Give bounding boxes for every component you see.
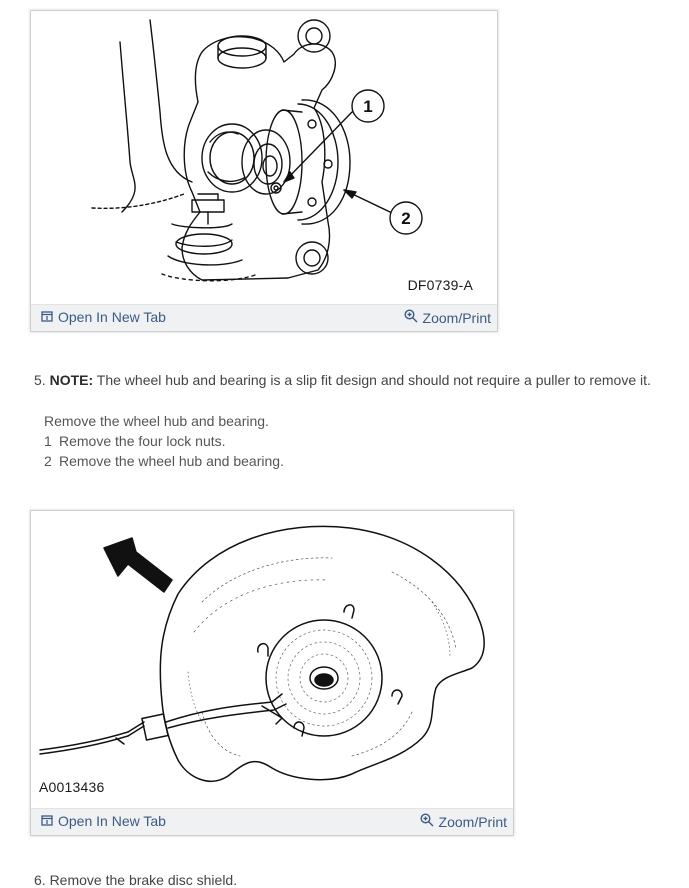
open-in-new-tab-label: Open In New Tab xyxy=(58,309,166,325)
magnifier-icon xyxy=(404,309,418,326)
note-text: The wheel hub and bearing is a slip fit design and should not require a puller to remove it. xyxy=(96,372,651,388)
diagram-knuckle-hub xyxy=(32,12,496,304)
substep-text: Remove the wheel hub and bearing. xyxy=(59,453,284,469)
open-in-new-tab-link[interactable] xyxy=(41,813,166,829)
diagram-brake-shield xyxy=(32,512,512,808)
figure-code: A0013436 xyxy=(39,779,105,795)
figure-code: DF0739-A xyxy=(407,277,473,293)
external-window-icon xyxy=(41,813,53,829)
step-5 xyxy=(34,372,651,388)
callout-2: 2 xyxy=(401,209,411,228)
substep-text: Remove the four lock nuts. xyxy=(59,433,226,449)
substep-number: 1 xyxy=(44,433,52,449)
step-5-intro: Remove the wheel hub and bearing. xyxy=(44,413,269,429)
step-number: 5. xyxy=(34,372,46,388)
zoom-print-label: Zoom/Print xyxy=(422,309,491,326)
zoom-print-label: Zoom/Print xyxy=(438,813,507,830)
substep-number: 2 xyxy=(44,453,52,469)
step-6-partial: 6. Remove the brake disc shield. xyxy=(34,872,238,888)
figure-brake-shield xyxy=(30,510,514,836)
figure-toolbar xyxy=(31,808,513,835)
note-label: NOTE: xyxy=(49,372,94,388)
magnifier-icon xyxy=(420,813,434,830)
figure-wheel-hub-knuckle xyxy=(30,10,498,332)
figure-toolbar xyxy=(31,304,497,331)
external-window-icon xyxy=(41,309,53,325)
substep-1 xyxy=(44,433,226,449)
substep-2 xyxy=(44,453,284,469)
zoom-print-link[interactable] xyxy=(404,309,491,326)
callout-1: 1 xyxy=(363,97,373,116)
open-in-new-tab-link[interactable] xyxy=(41,309,166,325)
open-in-new-tab-label: Open In New Tab xyxy=(58,813,166,829)
zoom-print-link[interactable] xyxy=(420,813,507,830)
